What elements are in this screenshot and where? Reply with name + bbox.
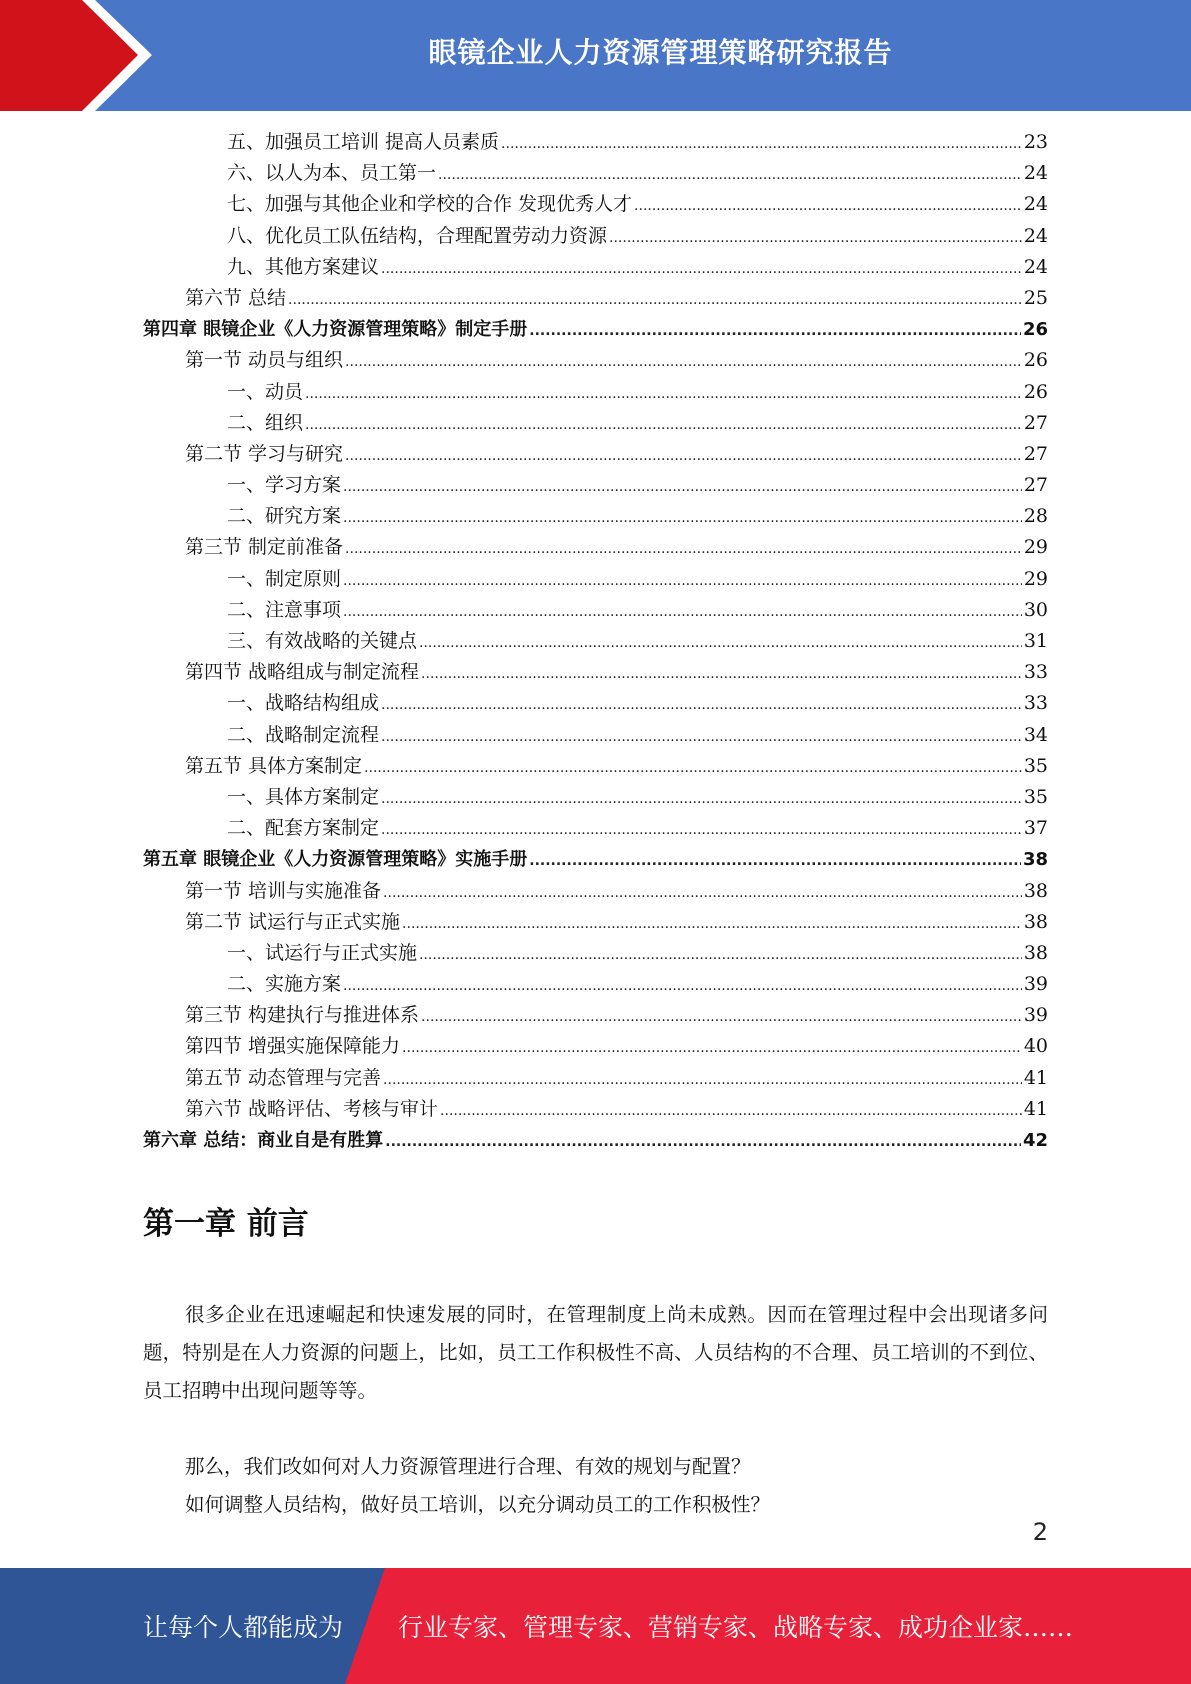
toc-entry[interactable] xyxy=(143,813,1048,844)
toc-entry-title: 二、研究方案 xyxy=(227,505,342,528)
toc-entry-page: 29 xyxy=(1023,536,1048,559)
footer-slogan-left: 让每个人都能成为 xyxy=(143,1613,344,1642)
toc-leader-dots xyxy=(343,503,1022,534)
toc-entry-page: 31 xyxy=(1023,630,1048,652)
toc-entry[interactable] xyxy=(143,844,1048,875)
page-footer xyxy=(0,1568,1191,1684)
toc-entry-title: 第一节 动员与组织 xyxy=(185,349,344,372)
toc-entry-title: 一、制定原则 xyxy=(227,567,342,590)
toc-entry-page: 42 xyxy=(1022,1130,1048,1151)
toc-entry-title: 第四节 增强实施保障能力 xyxy=(185,1035,401,1058)
toc-entry-title: 二、组织 xyxy=(227,411,304,434)
toc-entry-title: 九、其他方案建议 xyxy=(227,255,380,278)
toc-entry-page: 35 xyxy=(1023,785,1048,808)
toc-entry[interactable] xyxy=(143,283,1048,314)
toc-leader-dots xyxy=(383,1065,1022,1096)
toc-entry[interactable] xyxy=(143,314,1048,345)
toc-entry-page: 25 xyxy=(1023,286,1048,309)
toc-leader-dots xyxy=(385,1127,1021,1158)
toc-entry[interactable] xyxy=(143,439,1048,470)
toc-leader-dots xyxy=(402,1033,1022,1064)
toc-leader-dots xyxy=(634,191,1022,222)
chapter-heading: 第一章 前言 xyxy=(143,1206,309,1242)
toc-leader-dots xyxy=(343,597,1022,628)
toc-leader-dots xyxy=(305,410,1022,441)
toc-leader-dots xyxy=(381,784,1022,815)
toc-leader-dots xyxy=(419,628,1022,659)
toc-entry-title: 第五章 眼镜企业《人力资源管理策略》实施手册 xyxy=(143,849,528,871)
toc-entry-page: 39 xyxy=(1023,1004,1048,1027)
toc-entry-title: 一、具体方案制定 xyxy=(227,785,380,808)
toc-leader-dots xyxy=(305,379,1022,410)
toc-entry-page: 34 xyxy=(1023,723,1048,746)
toc-leader-dots xyxy=(402,909,1022,940)
toc-entry-title: 一、学习方案 xyxy=(227,474,342,497)
toc-entry-title: 五、加强员工培训 提高人员素质 xyxy=(227,131,500,153)
toc-entry-title: 一、动员 xyxy=(227,380,304,403)
toc-entry-page: 26 xyxy=(1023,380,1048,403)
intro-paragraph: 很多企业在迅速崛起和快速发展的同时，在管理制度上尚未成熟。因而在管理过程中会出现诸多问题，特别是在人力资源的问题上，比如，员工工作积极性不高、人员结构的不合理、员工培训的不到位、员工招聘中出现问题等等。 xyxy=(143,1303,1048,1402)
toc-entry-title: 二、实施方案 xyxy=(227,973,342,996)
toc-entry[interactable] xyxy=(143,158,1048,189)
toc-leader-dots xyxy=(609,223,1022,254)
toc-leader-dots xyxy=(501,129,1022,160)
toc-entry-page: 24 xyxy=(1023,224,1048,247)
toc-entry-page: 26 xyxy=(1023,349,1048,372)
toc-entry-page: 24 xyxy=(1023,193,1048,216)
toc-entry[interactable] xyxy=(143,470,1048,501)
toc-entry[interactable] xyxy=(143,1000,1048,1031)
toc-entry-title: 第三节 制定前准备 xyxy=(185,536,344,559)
toc-leader-dots xyxy=(343,566,1022,597)
toc-leader-dots xyxy=(421,1002,1022,1033)
toc-entry[interactable] xyxy=(143,532,1048,563)
page-number: 2 xyxy=(1032,1518,1048,1546)
toc-entry-page: 23 xyxy=(1023,131,1048,153)
toc-entry-title: 第六节 总结 xyxy=(185,286,287,309)
toc-leader-dots xyxy=(345,347,1022,378)
toc-entry-title: 三、有效战略的关键点 xyxy=(227,630,418,652)
toc-entry-title: 第四章 眼镜企业《人力资源管理策略》制定手册 xyxy=(143,319,528,341)
toc-leader-dots xyxy=(381,815,1022,846)
toc-entry[interactable] xyxy=(143,501,1048,532)
toc-leader-dots xyxy=(381,690,1022,721)
toc-entry-title: 第六节 战略评估、考核与审计 xyxy=(185,1097,439,1120)
toc-entry-page: 35 xyxy=(1023,754,1048,777)
toc-entry[interactable] xyxy=(143,688,1048,719)
toc-entry[interactable] xyxy=(143,751,1048,782)
question-line-1: 那么，我们改如何对人力资源管理进行合理、有效的规划与配置？ xyxy=(185,1455,751,1478)
toc-entry-page: 40 xyxy=(1023,1035,1048,1058)
toc-leader-dots xyxy=(345,534,1022,565)
table-of-contents xyxy=(143,127,1048,1156)
toc-entry-page: 28 xyxy=(1023,505,1048,528)
red-arrow-decoration xyxy=(0,0,160,111)
toc-leader-dots xyxy=(381,254,1022,285)
toc-entry-page: 37 xyxy=(1023,817,1048,840)
toc-entry-page: 24 xyxy=(1023,255,1048,278)
toc-entry-page: 29 xyxy=(1023,567,1048,590)
toc-entry-title: 八、优化员工队伍结构，合理配置劳动力资源 xyxy=(227,224,608,247)
page-header xyxy=(0,0,1191,111)
toc-entry-title: 一、战略结构组成 xyxy=(227,692,380,715)
toc-entry-page: 26 xyxy=(1022,319,1048,341)
toc-entry-title: 二、配套方案制定 xyxy=(227,817,380,840)
toc-entry[interactable] xyxy=(143,564,1048,595)
toc-leader-dots xyxy=(343,971,1022,1002)
toc-entry[interactable] xyxy=(143,345,1048,376)
toc-leader-dots xyxy=(288,285,1022,316)
toc-leader-dots xyxy=(364,753,1022,784)
toc-leader-dots xyxy=(345,441,1022,472)
toc-entry[interactable] xyxy=(143,127,1048,158)
toc-entry[interactable] xyxy=(143,408,1048,439)
toc-entry-title: 七、加强与其他企业和学校的合作 发现优秀人才 xyxy=(227,193,633,216)
toc-entry-title: 第五节 具体方案制定 xyxy=(185,754,363,777)
toc-entry[interactable] xyxy=(143,221,1048,252)
toc-leader-dots xyxy=(343,472,1022,503)
toc-entry[interactable] xyxy=(143,876,1048,907)
toc-entry[interactable] xyxy=(143,657,1048,688)
toc-entry-page: 33 xyxy=(1023,692,1048,715)
toc-entry[interactable] xyxy=(143,1031,1048,1062)
toc-entry-page: 30 xyxy=(1023,598,1048,621)
toc-leader-dots xyxy=(529,316,1021,347)
toc-entry-title: 一、试运行与正式实施 xyxy=(227,941,418,964)
toc-entry[interactable] xyxy=(143,189,1048,220)
toc-leader-dots xyxy=(419,940,1022,971)
toc-entry-page: 33 xyxy=(1023,661,1048,684)
toc-leader-dots xyxy=(529,846,1021,877)
toc-entry[interactable] xyxy=(143,626,1048,657)
toc-entry[interactable] xyxy=(143,969,1048,1000)
toc-entry-page: 27 xyxy=(1023,474,1048,497)
toc-entry-page: 27 xyxy=(1023,442,1048,465)
toc-entry-title: 第四节 战略组成与制定流程 xyxy=(185,661,420,684)
header-title: 眼镜企业人力资源管理策略研究报告 xyxy=(428,36,893,69)
toc-entry[interactable] xyxy=(143,595,1048,626)
toc-entry[interactable] xyxy=(143,938,1048,969)
toc-leader-dots xyxy=(421,659,1022,690)
toc-entry-page: 27 xyxy=(1023,411,1048,434)
toc-entry-page: 38 xyxy=(1022,849,1048,871)
toc-entry-page: 41 xyxy=(1023,1066,1048,1089)
toc-entry-title: 六、以人为本、员工第一 xyxy=(227,162,437,185)
toc-entry-page: 39 xyxy=(1023,973,1048,996)
toc-entry-title: 二、战略制定流程 xyxy=(227,723,380,746)
toc-entry-page: 24 xyxy=(1023,162,1048,185)
toc-leader-dots xyxy=(381,722,1022,753)
toc-entry-title: 第三节 构建执行与推进体系 xyxy=(185,1004,420,1027)
toc-entry-page: 38 xyxy=(1023,910,1048,933)
toc-entry[interactable] xyxy=(143,782,1048,813)
toc-entry[interactable] xyxy=(143,377,1048,408)
toc-entry[interactable] xyxy=(143,720,1048,751)
toc-entry[interactable] xyxy=(143,1063,1048,1094)
toc-entry[interactable] xyxy=(143,907,1048,938)
toc-leader-dots xyxy=(383,878,1022,909)
toc-entry-title: 第六章 总结：商业自是有胜算 xyxy=(143,1130,384,1151)
toc-entry[interactable] xyxy=(143,1094,1048,1125)
footer-slogan-right: 行业专家、管理专家、营销专家、战略专家、成功企业家…… xyxy=(398,1613,1074,1642)
toc-entry[interactable] xyxy=(143,1125,1048,1156)
toc-leader-dots xyxy=(440,1096,1022,1127)
toc-leader-dots xyxy=(438,160,1022,191)
toc-entry-page: 38 xyxy=(1023,941,1048,964)
toc-entry-title: 第一节 培训与实施准备 xyxy=(185,879,382,902)
toc-entry-title: 第二节 学习与研究 xyxy=(185,442,344,465)
question-line-2: 如何调整人员结构，做好员工培训，以充分调动员工的工作积极性？ xyxy=(185,1493,771,1516)
toc-entry-title: 第五节 动态管理与完善 xyxy=(185,1066,382,1089)
toc-entry-page: 38 xyxy=(1023,879,1048,902)
toc-entry-title: 二、注意事项 xyxy=(227,598,342,621)
toc-entry-page: 41 xyxy=(1023,1097,1048,1120)
toc-entry-title: 第二节 试运行与正式实施 xyxy=(185,910,401,933)
toc-entry[interactable] xyxy=(143,252,1048,283)
